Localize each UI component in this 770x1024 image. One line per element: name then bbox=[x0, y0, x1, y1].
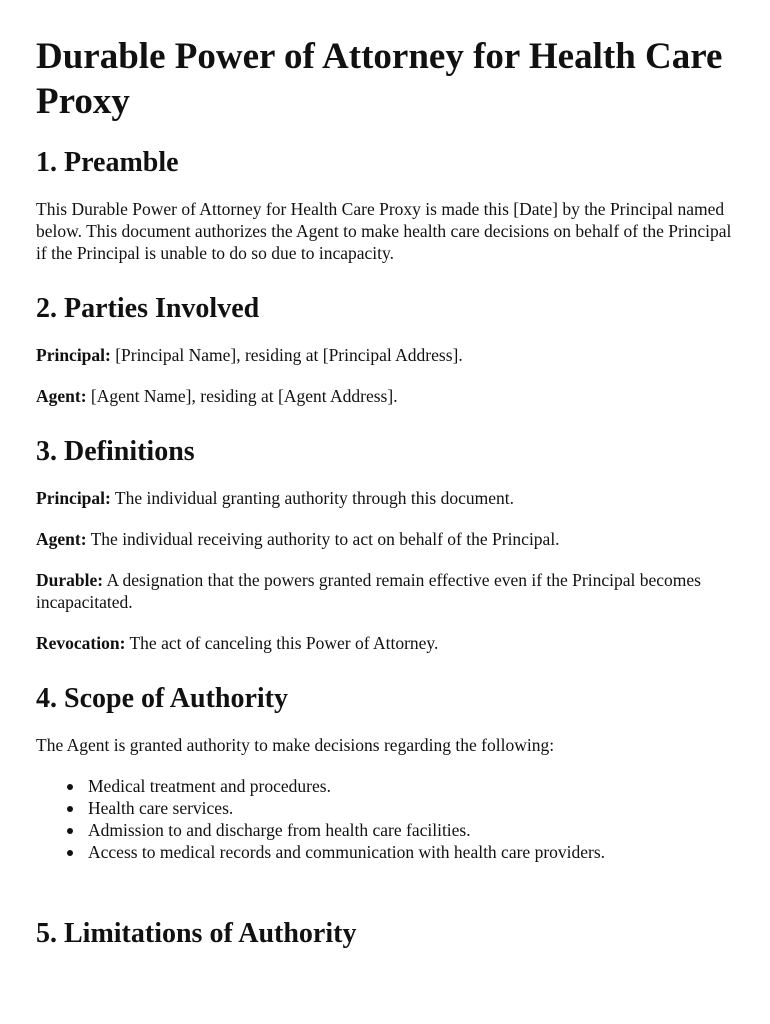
list-item bbox=[88, 819, 734, 841]
section-heading-scope: 4. Scope of Authority bbox=[36, 683, 288, 714]
list-item bbox=[88, 797, 734, 819]
definition-text: The act of canceling this Power of Attorney. bbox=[125, 633, 439, 653]
bullet-icon bbox=[67, 850, 73, 856]
definition-item bbox=[36, 632, 734, 654]
bullet-icon bbox=[67, 828, 73, 834]
party-agent-text: [Agent Name], residing at [Agent Address]. bbox=[86, 386, 398, 406]
preamble-text: This Durable Power of Attorney for Health Care Proxy is made this [Date] by the Principal named below. This document authorizes the Agent to make health care decisions on behalf of the Principal if the Principal is unable to do so due to incapacity. bbox=[36, 199, 732, 263]
scope-list bbox=[36, 775, 734, 863]
list-item-text: Health care services. bbox=[88, 798, 234, 818]
definition-term: Revocation: bbox=[36, 633, 126, 653]
section-heading-limitations: 5. Limitations of Authority bbox=[36, 918, 357, 949]
bullet-icon bbox=[67, 806, 73, 812]
party-principal bbox=[36, 344, 734, 366]
scope-intro: The Agent is granted authority to make decisions regarding the following: bbox=[36, 735, 555, 755]
party-principal-label: Principal: bbox=[36, 345, 111, 365]
definition-text: The individual granting authority through this document. bbox=[110, 488, 514, 508]
section-definitions bbox=[36, 435, 734, 654]
definition-item bbox=[36, 487, 734, 509]
section-limitations bbox=[36, 917, 734, 951]
definition-text: The individual receiving authority to act on behalf of the Principal. bbox=[86, 529, 560, 549]
party-principal-text: [Principal Name], residing at [Principal Address]. bbox=[110, 345, 463, 365]
definition-term: Durable: bbox=[36, 570, 104, 590]
definition-text: A designation that the powers granted remain effective even if the Principal becomes incapacitated. bbox=[36, 570, 701, 612]
party-agent-label: Agent: bbox=[36, 386, 87, 406]
list-item bbox=[88, 775, 734, 797]
list-item-text: Admission to and discharge from health care facilities. bbox=[88, 820, 471, 840]
definition-item bbox=[36, 528, 734, 550]
bullet-icon bbox=[67, 784, 73, 790]
section-parties bbox=[36, 292, 734, 407]
document-title: Durable Power of Attorney for Health Care Proxy bbox=[36, 36, 723, 122]
party-agent bbox=[36, 385, 734, 407]
definition-item bbox=[36, 569, 734, 613]
list-item bbox=[88, 841, 734, 863]
definition-term: Agent: bbox=[36, 529, 87, 549]
section-heading-definitions: 3. Definitions bbox=[36, 436, 195, 467]
definition-term: Principal: bbox=[36, 488, 111, 508]
section-scope bbox=[36, 682, 734, 889]
section-heading-preamble: 1. Preamble bbox=[36, 147, 179, 178]
list-item-text: Medical treatment and procedures. bbox=[88, 776, 331, 796]
section-preamble bbox=[36, 146, 734, 264]
section-heading-parties: 2. Parties Involved bbox=[36, 293, 260, 324]
list-item-text: Access to medical records and communication with health care providers. bbox=[88, 842, 606, 862]
